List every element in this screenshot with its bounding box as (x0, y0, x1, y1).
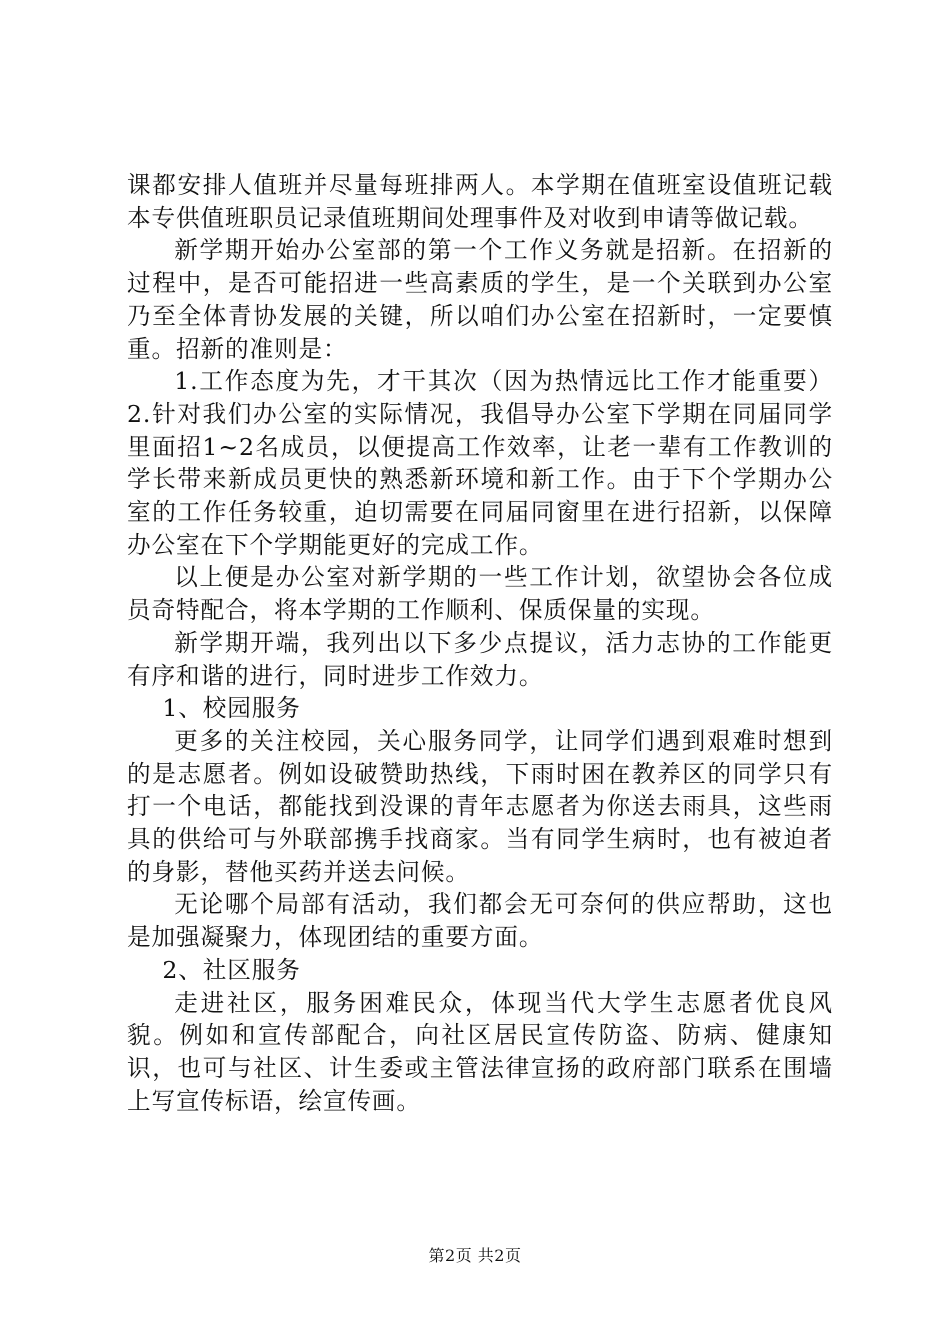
page-footer: 第2页 共2页 (428, 1246, 522, 1265)
paragraph-duty-schedule: 课都安排人值班并尽量每班排两人。本学期在值班室设值班记载本专供值班职员记录值班期间处理事件及对收到申请等做记载。 (127, 171, 833, 232)
paragraph-recruitment-intro: 新学期开始办公室部的第一个工作义务就是招新。在招新的过程中，是否可能招进一些高素质的学生，是一个关联到办公室乃至全体青协发展的关键，所以咱们办公室在招新时，一定要慎重。招新的准则是： (127, 236, 833, 363)
paragraph-plan-summary: 以上便是办公室对新学期的一些工作计划，欲望协会各位成员奇特配合，将本学期的工作顺利、保质保量的实现。 (127, 563, 833, 625)
paragraph-campus-service: 更多的关注校园，关心服务同学，让同学们遇到艰难时想到的是志愿者。例如设破赞助热线，下雨时困在教养区的同学只有打一个电话，都能找到没课的青年志愿者为你送去雨具，这些雨具的供给可与外联部携手找商家。当有同学生病时，也有被迫者的身影，替他买药并送去问候。 (127, 726, 833, 886)
paragraph-community-service: 走进社区，服务困难民众，体现当代大学生志愿者优良风貌。例如和宣传部配合，向社区居民宣传防盗、防病、健康知识，也可与社区、计生委或主管法律宣扬的政府部门联系在围墙上写宣传标语，绘宣传画。 (127, 988, 833, 1115)
paragraph-department-support: 无论哪个局部有活动，我们都会无可奈何的供应帮助，这也是加强凝聚力，体现团结的重要方面。 (127, 890, 833, 952)
section-heading-campus-service: 1、校园服务 (162, 694, 301, 723)
paragraph-recruitment-principles: 1.工作态度为先，才干其次（因为热情远比工作才能重要）2.针对我们办公室的实际情况，我倡导办公室下学期在同届同学里面招1~2名成员，以便提高工作效率，让老一辈有工作教训的学长带来新成员更快的熟悉新环境和新工作。由于下个学期办公室的工作任务较重，迫切需要在同届同窗里在进行招新，以保障办公室在下个学期能更好的完成工作。 (127, 367, 833, 559)
paragraph-suggestions-intro: 新学期开端，我列出以下多少点提议，活力志协的工作能更有序和谐的进行，同时进步工作效力。 (127, 628, 833, 690)
section-heading-community-service: 2、社区服务 (162, 955, 301, 984)
document-body (127, 169, 833, 1117)
